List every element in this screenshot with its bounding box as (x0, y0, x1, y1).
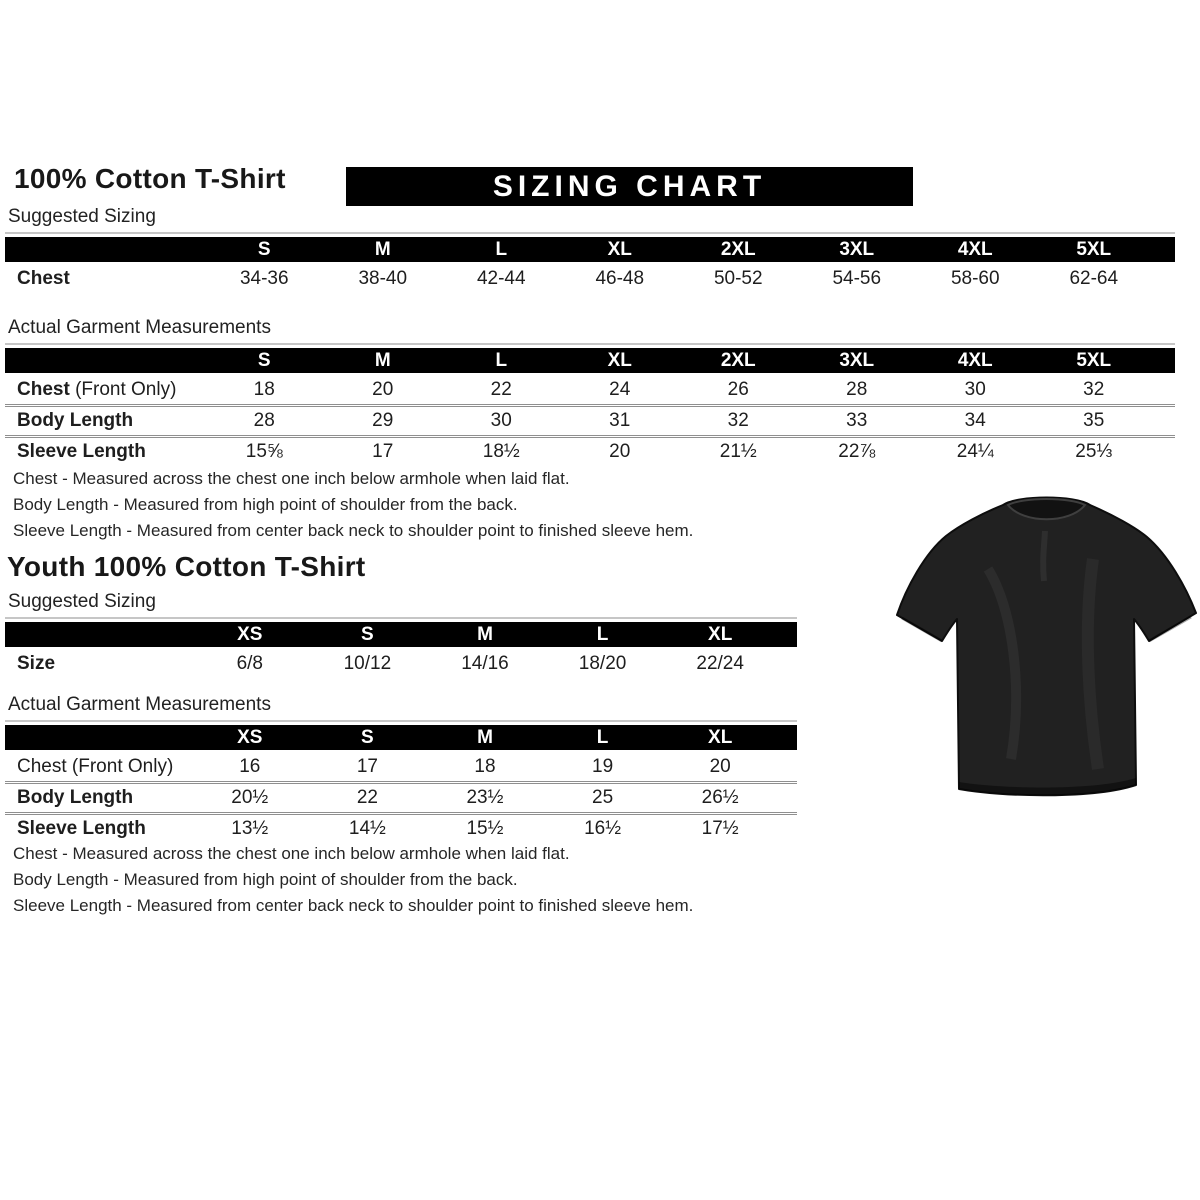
measurement-value: 22 (356, 787, 378, 808)
adult-actual-measurements-table (5, 348, 1175, 466)
row-label (5, 379, 205, 401)
row-label (5, 653, 191, 675)
section-label-youth-suggested-sizing: Suggested Sizing (5, 591, 797, 619)
adult-suggested-sizing-section (5, 206, 1175, 293)
row-label-text: Chest (17, 379, 70, 400)
measurement-value: 16 (239, 756, 261, 777)
adult-measurement-notes (13, 466, 693, 544)
row-label-text: Size (17, 653, 56, 674)
table-row (5, 265, 1175, 293)
measurement-value: 34 (964, 410, 986, 431)
measurement-value: 38-40 (358, 268, 408, 289)
row-label (5, 756, 191, 778)
size-column-header: M (477, 623, 493, 645)
measurement-note: Sleeve Length - Measured from center back neck to shoulder point to finished sleeve hem. (13, 896, 694, 915)
size-column-header: S (257, 349, 271, 371)
table-row (5, 435, 1175, 466)
size-column-header: S (257, 238, 271, 260)
section-label-suggested-sizing: Suggested Sizing (5, 206, 1175, 234)
size-column-header: XL (607, 238, 632, 260)
measurement-value: 16½ (584, 818, 622, 839)
youth-suggested-sizing-section (5, 591, 797, 678)
measurement-value: 26 (727, 379, 749, 400)
size-column-header: L (495, 238, 508, 260)
row-label-text: Body Length (17, 787, 134, 808)
table-header-row (5, 348, 1175, 373)
size-column-header: 2XL (720, 349, 756, 371)
measurement-value: 24¼ (956, 441, 994, 462)
measurement-value: 17½ (701, 818, 739, 839)
size-column-header: 2XL (720, 238, 756, 260)
measurement-value: 19 (592, 756, 614, 777)
size-column-header: XL (708, 726, 733, 748)
size-column-header: M (374, 238, 391, 260)
sizing-chart-banner-label: SIZING CHART (492, 169, 767, 203)
measurement-value: 31 (609, 410, 631, 431)
youth-actual-measurements-section (5, 694, 797, 843)
measurement-value: 14½ (348, 818, 386, 839)
table-row (5, 404, 1175, 435)
size-column-header: 4XL (957, 238, 993, 260)
measurement-value: 23½ (466, 787, 504, 808)
measurement-value: 28 (846, 379, 868, 400)
measurement-value: 30 (964, 379, 986, 400)
measurement-value: 20 (372, 379, 394, 400)
row-label-text: Sleeve Length (17, 441, 146, 462)
measurement-value: 15⅝ (245, 441, 283, 462)
measurement-value: 20½ (231, 787, 269, 808)
measurement-value: 14/16 (461, 653, 509, 674)
measurement-value: 26½ (701, 787, 739, 808)
tshirt-product-image (893, 489, 1200, 801)
measurement-note: Sleeve Length - Measured from center back neck to shoulder point to finished sleeve hem. (13, 521, 694, 540)
section-label-youth-actual-measurements: Actual Garment Measurements (5, 694, 797, 722)
size-column-header: S (361, 623, 374, 645)
row-label-text: Chest (17, 756, 67, 777)
measurement-value: 28 (253, 410, 275, 431)
table-header-row (5, 725, 797, 750)
size-column-header: L (596, 623, 609, 645)
measurement-value: 22/24 (696, 653, 744, 674)
row-label (5, 441, 205, 463)
measurement-value: 32 (1083, 379, 1105, 400)
measurement-value: 46-48 (595, 268, 645, 289)
table-row (5, 812, 797, 843)
section-label-actual-measurements: Actual Garment Measurements (5, 317, 1175, 345)
youth-actual-measurements-table (5, 725, 797, 843)
size-column-header: 5XL (1076, 238, 1112, 260)
tshirt-silhouette-graphic (893, 489, 1200, 801)
size-column-header: XL (607, 349, 632, 371)
youth-page-title: Youth 100% Cotton T-Shirt (7, 551, 366, 582)
row-label (5, 410, 205, 432)
measurement-note: Chest - Measured across the chest one inch below armhole when laid flat. (13, 844, 570, 863)
youth-suggested-sizing-table (5, 622, 797, 678)
measurement-value: 20 (609, 441, 631, 462)
size-column-header: 3XL (839, 349, 875, 371)
measurement-value: 35 (1083, 410, 1105, 431)
measurement-value: 33 (846, 410, 868, 431)
measurement-value: 17 (356, 756, 378, 777)
measurement-value: 18/20 (578, 653, 627, 674)
table-row (5, 376, 1175, 404)
measurement-value: 10/12 (343, 653, 392, 674)
measurement-value: 18 (474, 756, 496, 777)
measurement-value: 13½ (231, 818, 269, 839)
row-label-text: Body Length (17, 410, 134, 431)
measurement-note: Chest - Measured across the chest one inch below armhole when laid flat. (13, 469, 570, 488)
measurement-value: 24 (609, 379, 631, 400)
size-column-header: 3XL (839, 238, 875, 260)
measurement-value: 62-64 (1069, 268, 1119, 289)
table-row (5, 753, 797, 781)
size-column-header: XS (237, 623, 263, 645)
row-label-text: Chest (17, 268, 70, 289)
table-header-row (5, 622, 797, 647)
youth-measurement-notes (13, 841, 693, 919)
table-row (5, 650, 797, 678)
table-row (5, 781, 797, 812)
size-column-header: M (477, 726, 493, 748)
measurement-value: 18½ (482, 441, 520, 462)
size-column-header: S (361, 726, 374, 748)
measurement-value: 20 (709, 756, 731, 777)
measurement-value: 25⅓ (1075, 441, 1113, 462)
table-header-row (5, 237, 1175, 262)
size-column-header: 5XL (1076, 349, 1112, 371)
measurement-value: 21½ (719, 441, 757, 462)
measurement-value: 32 (727, 410, 749, 431)
sizing-chart-banner (346, 167, 913, 206)
page-title: 100% Cotton T-Shirt (14, 163, 286, 194)
adult-actual-measurements-section (5, 317, 1175, 466)
measurement-value: 30 (490, 410, 512, 431)
size-column-header: L (596, 726, 609, 748)
row-label (5, 268, 205, 290)
measurement-value: 25 (592, 787, 614, 808)
measurement-value: 17 (372, 441, 394, 462)
measurement-value: 50-52 (713, 268, 763, 289)
measurement-value: 22 (490, 379, 512, 400)
adult-suggested-sizing-table (5, 237, 1175, 293)
size-column-header: XL (708, 623, 733, 645)
measurement-value: 34-36 (239, 268, 289, 289)
measurement-value: 18 (253, 379, 275, 400)
measurement-note: Body Length - Measured from high point of shoulder from the back. (13, 495, 518, 514)
row-label-text: Sleeve Length (17, 818, 146, 839)
row-label (5, 818, 191, 840)
measurement-value: 54-56 (832, 268, 882, 289)
size-column-header: M (374, 349, 391, 371)
measurement-value: 15½ (466, 818, 504, 839)
row-label-suffix: (Front Only) (69, 379, 177, 400)
measurement-value: 6/8 (236, 653, 263, 674)
size-column-header: 4XL (957, 349, 993, 371)
size-column-header: L (495, 349, 508, 371)
row-label (5, 787, 191, 809)
measurement-value: 29 (372, 410, 394, 431)
measurement-value: 22⅞ (838, 441, 876, 462)
measurement-value: 42-44 (476, 268, 526, 289)
row-label-suffix: (Front Only) (66, 756, 174, 777)
size-column-header: XS (237, 726, 263, 748)
measurement-note: Body Length - Measured from high point of shoulder from the back. (13, 870, 518, 889)
measurement-value: 58-60 (950, 268, 1000, 289)
